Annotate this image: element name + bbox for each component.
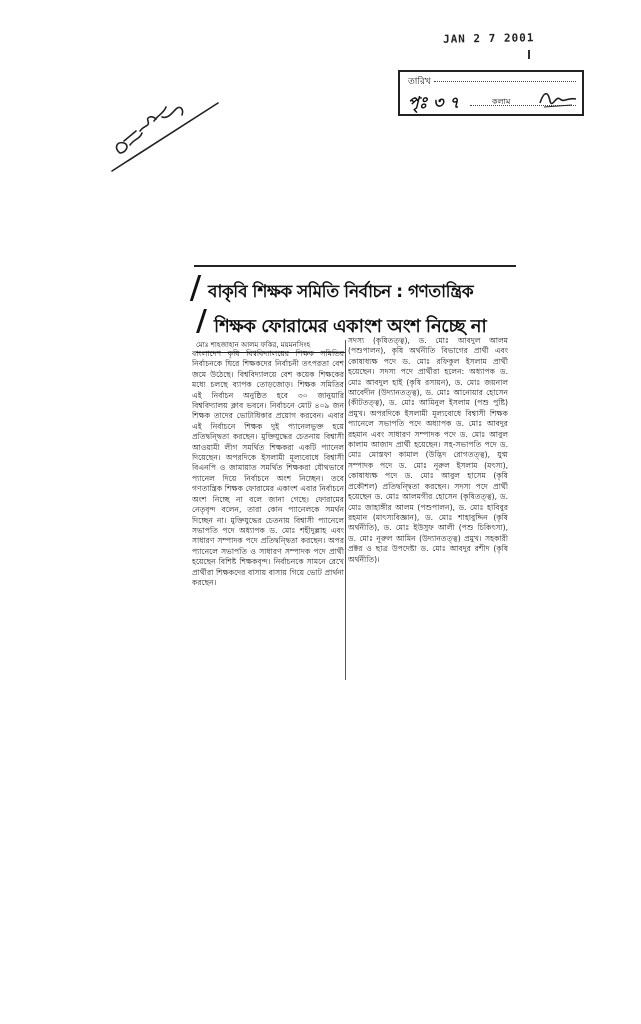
received-date-stamp: JAN 2 7 2001 [442,31,535,46]
headline-slash-mark [190,275,201,301]
headline-slash-mark [196,309,207,333]
article-byline: মোঃ শাহজাহান আলম ফকির, ময়মনসিংহ [196,339,346,353]
headline-line-2: শিক্ষক ফোরামের একাংশ অংশ নিচ্ছে না [214,316,487,337]
stamp-dotted-line [434,81,576,82]
stamp-date-label: তারিখ [408,77,431,87]
headline-line-1: বাকৃবি শিক্ষক সমিতি নির্বাচন : গণতান্ত্রিক [208,282,474,302]
clipping-info-stamp [398,70,584,116]
stamp-column-label: কলাম [492,97,511,106]
handwritten-annotation [100,95,230,185]
signature-icon [538,87,578,111]
stamp-page-label: পৃঃ ৩ ৭ [408,93,460,112]
article-column-left: বাংলাদেশ কৃষি বিশ্ববিদ্যালয়ের শিক্ষক সমিতির নির্বাচনকে ঘিরে শিক্ষকদের নির্বাচনী তৎপরতা বেশ জমে উঠেছে। বিশ্ববিদ্যালয়ে বেশ কয়েক শিক্ষকের মধ্যে চলছে ব্যাপক তোড়জোড়। শিক্ষক সমিতির এই নির্বাচন অনুষ্ঠিত হবে ৩০ জানুয়ারি বিশ্ববিদ্যালয় ক্লাব ভবনে। নির্বাচনে মোট ৪০৯ জন শিক্ষক তাদের ভোটাধিকার প্রয়োগ করবেন। এবার এই নির্বাচনে শিক্ষক দুই প্যানেলভুক্ত হয়ে প্রতিদ্বন্দ্বিতা করছেন। মুক্তিযুদ্ধের চেতনায় বিশ্বাসী আওয়ামী লীগ সমর্থিত শিক্ষকরা একটি প্যানেল দিয়েছেন। অপরদিকে ইসলামী মূল্যবোধে বিশ্বাসী বিএনপি ও জামায়াত সমর্থিত শিক্ষকরা যৌথভাবে প্যানেল দিয়ে নির্বাচনে অংশ নিচ্ছেন। তবে গণতান্ত্রিক শিক্ষক ফোরামের একাংশ এবার নির্বাচনে অংশ নিচ্ছে না বলে জানা গেছে। ফোরামের নেতৃবৃন্দ বলেন, তারা কোন প্যানেলকে সমর্থন দিচ্ছেন না। মুক্তিযুদ্ধের চেতনায় বিশ্বাসী প্যানেলে সভাপতি পদে অধ্যাপক ড. মোঃ শহীদুল্লাহ এবং সাধারণ সম্পাদক পদে প্রতিদ্বন্দ্বিতা করছেন। অপর প্যানেলে সভাপতি ও সাধারণ সম্পাদক পদে প্রার্থী হয়েছেন বিশিষ্ট শিক্ষকবৃন্দ। নির্বাচনকে সামনে রেখে প্রার্থীরা শিক্ষকদের বাসায় বাসায় গিয়ে ভোট প্রার্থনা করছেন। [192,349,344,587]
article-headline [194,265,516,343]
article-column-right: সদস্য (কৃষিতত্ত্ব), ড. মোঃ আবদুল আলম (পশুপালন), কৃষি অর্থনীতি বিভাগের প্রার্থী এবং কোষাধ্যক্ষ পদে ড. মোঃ রফিকুল ইসলাম প্রার্থী হয়েছেন। সদস্য পদে প্রার্থীরা হলেন: অধ্যাপক ড. মোঃ আবদুল হাই (কৃষি রসায়ন), ড. মোঃ জয়নাল আবেদীন (উদ্যানতত্ত্ব), ড. মোঃ আনোয়ার হোসেন (কীটতত্ত্ব), ড. মোঃ আমিনুল ইসলাম (পশু পুষ্টি) প্রমুখ। অপরদিকে ইসলামী মূল্যবোধে বিশ্বাসী শিক্ষক প্যানেলে সভাপতি পদে অধ্যাপক ড. মোঃ আবদুর রহমান এবং সাধারণ সম্পাদক পদে ড. মোঃ আবুল কালাম আজাদ প্রার্থী হয়েছেন। সহ-সভাপতি পদে ড. মোঃ মোস্তফা কামাল (উদ্ভিদ রোগতত্ত্ব), যুগ্ম সম্পাদক পদে ড. মোঃ নূরুল ইসলাম (মৎস্য), কোষাধ্যক্ষ পদে ড. মোঃ আবুল হাসেম (কৃষি প্রকৌশল) প্রতিদ্বন্দ্বিতা করছেন। সদস্য পদে প্রার্থী হয়েছেন ড. মোঃ আলমগীর হোসেন (কৃষিতত্ত্ব), ড. মোঃ জাহাঙ্গীর আলম (পশুপালন), ড. মোঃ হাবিবুর রহমান (মাৎস্যবিজ্ঞান), ড. মোঃ শাহাবুদ্দিন (কৃষি অর্থনীতি), ড. মোঃ ইউসুফ আলী (পশু চিকিৎসা), ড. মোঃ নূরুল আমিন (উদ্যানতত্ত্ব) প্রমুখ। সহকারী প্রক্টর ও ছাত্র উপদেষ্টা ড. মোঃ আবদুর রশীদ (কৃষি অর্থনীতি)। [348,336,508,564]
stamp-tick-mark [528,50,530,59]
column-divider [345,340,346,680]
